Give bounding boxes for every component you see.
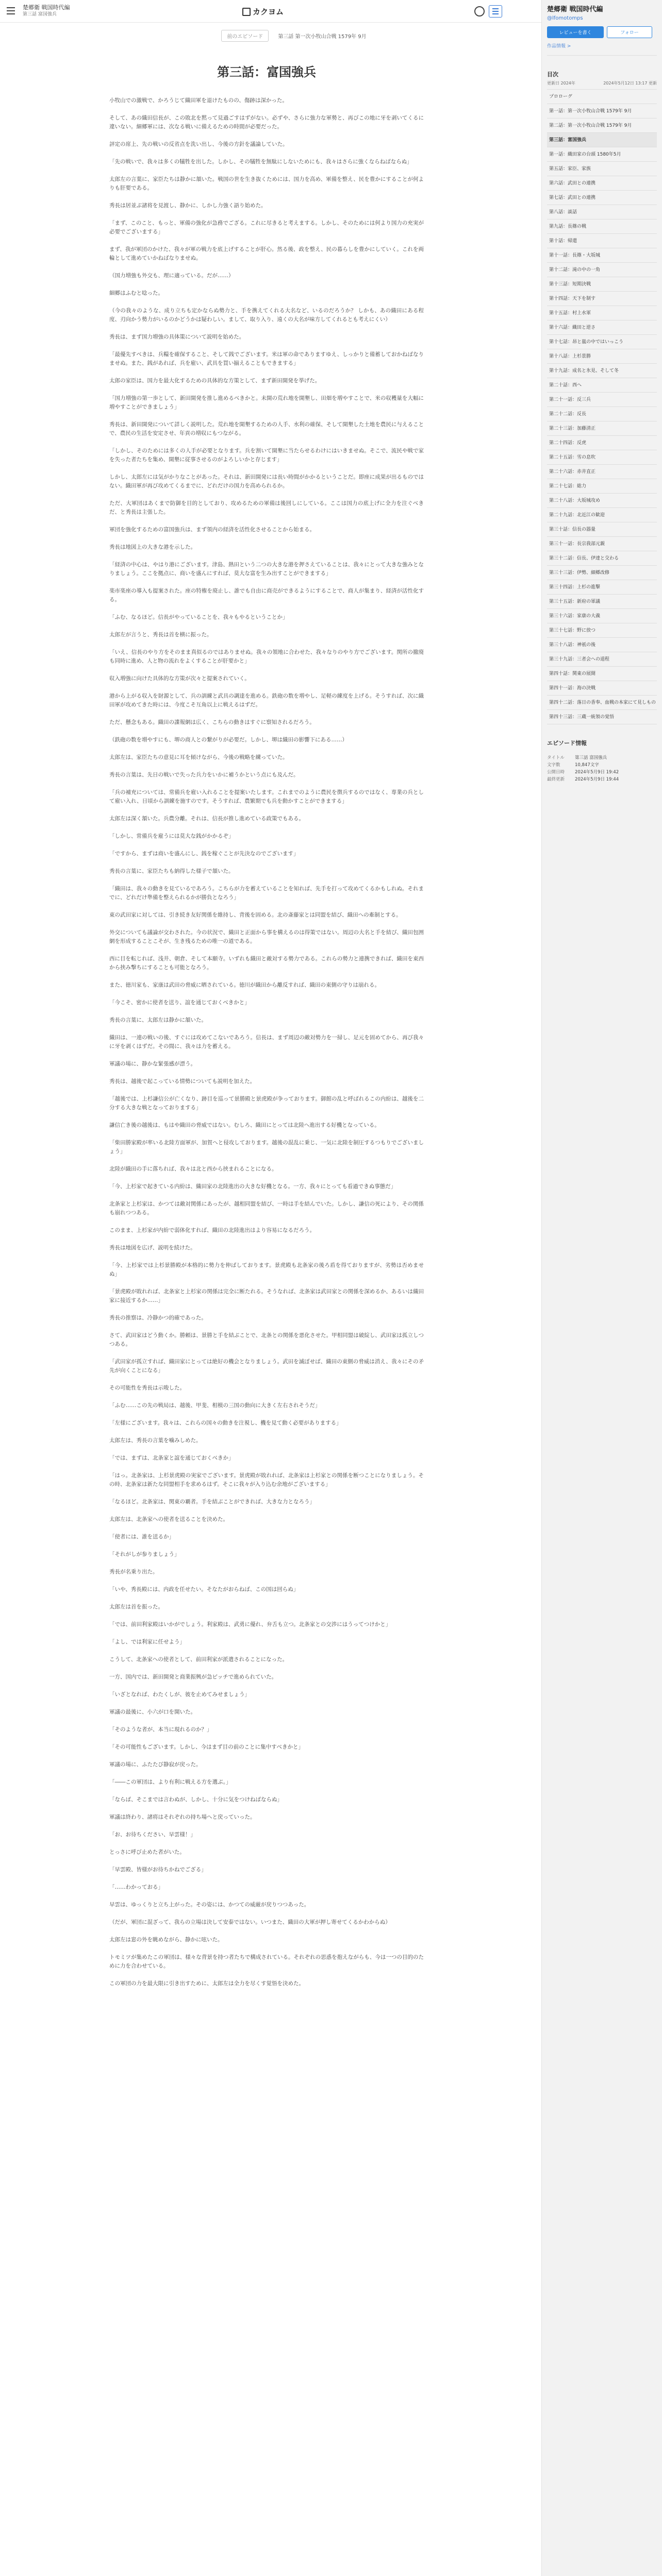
episode-item[interactable]: 第二十三話：加藤清正 bbox=[547, 421, 657, 436]
paragraph: 「織田は、我々の動きを見ているであろう。こちらが力を蓄えていることを知れば、先手を打って攻めてくるかもしれぬ。それまでに、どれだけ準備を整えられるかが勝負となろう」 bbox=[109, 886, 424, 901]
paragraph: 「最優先すべきは、兵糧を確保すること、そして銭でございます。米は軍の命でありますゆえ、しっかりと備蓄しておかねばなりませぬ。また、銭があれば、兵を雇い、武具を買い揃えることもできまする」 bbox=[109, 351, 424, 366]
paragraph: 秀長は、新田開発について詳しく説明した。荒れ地を開墾するための人手、水利の確保、そして開墾した土地を農民に与えることで、農民の生活を安定させ、年貢の増収にもつながる。 bbox=[109, 421, 424, 436]
paragraph: こうして、北条家への使者として、前田利家が派遣されることになった。 bbox=[109, 1656, 288, 1663]
paragraph: 秀長が名乗り出た。 bbox=[109, 1569, 158, 1575]
episode-item[interactable]: 第二十四話：反虎 bbox=[547, 436, 657, 450]
info-row bbox=[547, 754, 657, 761]
paragraph: 早雲は、ゆっくりと立ち上がった。その姿には、かつての威厳が戻りつつあった。 bbox=[109, 1902, 310, 1908]
paragraph: さて、武田家はどう動くか。勝頼は、景勝と手を結ぶことで、北条との関係を悪化させた。甲相同盟は破綻し、武田家は孤立しつつある。 bbox=[109, 1332, 424, 1347]
paragraph: 東の武田家に対しては、引き続き友好関係を維持し、背後を固める。北の斎藤家とは同盟を結び、織田への牽制とする。 bbox=[109, 912, 402, 918]
episode-item[interactable]: 第一話：織田家の台頭 1580年5月 bbox=[547, 147, 657, 162]
paragraph: 織田は、一連の戦いの後、すぐには攻めてこないであろう。信長は、まず周辺の敵対勢力を一掃し、足元を固めてから、再び我々に牙を剥くはずだ。その間に、我々は力を蓄える。 bbox=[109, 1035, 424, 1049]
paragraph: 評定の席上、先の戦いの反省点を洗い出し、今後の方針を議論していた。 bbox=[109, 141, 288, 147]
episode-item[interactable]: 第二話：第一次小牧山合戦 1579年 9月 bbox=[547, 118, 657, 133]
paragraph: 「武田家が孤立すれば、織田家にとっては絶好の機会となりましょう。武田を滅ぼせば、織田の東側の脅威は消え、我々にその矛先が向くことになる」 bbox=[109, 1359, 424, 1374]
sidebar-buttons bbox=[547, 26, 657, 38]
episode-item[interactable]: 第二十話：西へ bbox=[547, 378, 657, 393]
episode-item[interactable]: 第十五話：村上水軍 bbox=[547, 306, 657, 320]
episode-item[interactable]: 第十八話：上杉景勝 bbox=[547, 349, 657, 364]
episode-item[interactable]: 第七話：武田との連携 bbox=[547, 191, 657, 205]
sidebar-work-title[interactable]: 楚郷衛 戦国時代編 bbox=[547, 6, 603, 13]
paragraph: 太郎左の言葉に、家臣たちは静かに頷いた。戦国の世を生き抜くためには、国力を高め、軍備を整え、民を豊かにすることが何よりも肝要である。 bbox=[109, 176, 424, 191]
paragraph: 「国力増強の第一歩として、新田開発を推し進めるべきかと。未開の荒れ地を開墾し、田畑を増やすことで、米の収穫量を大幅に増やすことができましょう」 bbox=[109, 395, 424, 410]
toc-toggle-button[interactable] bbox=[489, 5, 502, 18]
write-review-button[interactable]: レビューを書く bbox=[547, 26, 604, 38]
episode-item[interactable]: 第一話：第一次小牧山合戦 1579年 9月 bbox=[547, 104, 657, 118]
paragraph: 太郎左は窓の外を眺めながら、静かに呟いた。 bbox=[109, 1937, 223, 1943]
paragraph: 「では、まずは、北条家と誼を通じておくべきか」 bbox=[109, 1455, 234, 1461]
paragraph: 「ならば、そこまでは言わぬが、しかし、十分に気をつけねばならぬ」 bbox=[109, 1797, 283, 1803]
current-episode-label: 第三話 第一次小牧山合戦 1579年 9月 bbox=[278, 33, 367, 40]
episode-item[interactable]: 第十話：帰還 bbox=[547, 234, 657, 248]
gear-icon[interactable] bbox=[474, 6, 485, 16]
paragraph: 軍議の最後に、小六が口を開いた。 bbox=[109, 1709, 196, 1715]
paragraph: 北陸が織田の手に落ちれば、我々は北と西から挟まれることになる。 bbox=[109, 1166, 277, 1172]
paragraph: ただ、懸念もある。織田の諜報網は広く、こちらの動きはすぐに察知されるだろう。 bbox=[109, 719, 315, 725]
episode-item[interactable]: 第三十九話：三者会ヘの道程 bbox=[547, 652, 657, 667]
paragraph: このまま、上杉家が内紛で弱体化すれば、織田の北陸進出はより容易になるだろう。 bbox=[109, 1227, 315, 1233]
toc-heading: 目次 bbox=[547, 71, 558, 78]
paragraph: 「早雲殿、皆様がお待ちかねでござる」 bbox=[109, 1867, 207, 1873]
episode-subtitle: 第三話 富国強兵 bbox=[23, 12, 57, 17]
episode-item[interactable]: 第二十一話：反三兵 bbox=[547, 393, 657, 407]
episode-item[interactable]: 第五話：家臣、家族 bbox=[547, 162, 657, 176]
episode-item[interactable]: 第二十八話：大坂城攻め bbox=[547, 494, 657, 508]
info-row bbox=[547, 769, 657, 776]
episode-item[interactable]: プロローグ bbox=[547, 90, 657, 104]
paragraph: 「越後では、上杉謙信公が亡くなり、跡目を巡って景勝殿と景虎殿が争っております。御館の乱と呼ばれるこの内紛は、越後を二分する大きな戦となっておりまする」 bbox=[109, 1096, 424, 1111]
chapter-title: 第三話：富国強兵 bbox=[217, 64, 316, 79]
paragraph-list bbox=[109, 96, 424, 1988]
paragraph: 「ふむ、なるほど。信長がやっていることを、我々もやるということか」 bbox=[109, 614, 288, 620]
paragraph: 軍団を強化するための富国強兵は、まず領内の経済を活性化させることから始まる。 bbox=[109, 527, 315, 533]
book-icon bbox=[242, 8, 251, 16]
paragraph: 軍議の場に、静かな緊張感が漂う。 bbox=[109, 1061, 196, 1067]
paragraph: 軍議は終わり、諸将はそれぞれの持ち場へと戻っていった。 bbox=[109, 1814, 256, 1820]
paragraph: とっさに呼び止めた者がいた。 bbox=[109, 1849, 185, 1855]
paragraph: 太郎の家臣は、国力を最大化するための具体的な方策として、まず新田開発を挙げた。 bbox=[109, 378, 321, 384]
paragraph: 「今、上杉家では上杉景勝殿が本格的に勢力を伸ばしております。景虎殿も北条家の後ろ盾を得ておりますが、劣勢は否めませぬ」 bbox=[109, 1262, 424, 1277]
paragraph: その可能性を秀長は示唆した。 bbox=[109, 1385, 185, 1391]
paragraph: 太郎左は深く頷いた。兵農分離。それは、信長が推し進めている政策でもある。 bbox=[109, 816, 304, 822]
paragraph: 「先の戦いで、我々は多くの犠牲を出した。しかし、その犠牲を無駄にしないためにも、我々はさらに強くならねばならぬ」 bbox=[109, 159, 412, 165]
episode-item[interactable]: 第二十五話：雪の息吹 bbox=[547, 450, 657, 465]
paragraph: 軍議の場に、ふたたび静寂が戻った。 bbox=[109, 1761, 202, 1768]
episode-item[interactable]: 第九話：長篠の戦 bbox=[547, 219, 657, 234]
sidebar bbox=[541, 0, 662, 2576]
paragraph: しかし、太郎左には気がかりなことがあった。それは、新田開発には長い時間がかかるということだ。即座に成果が出るものではない。織田軍が再び攻めてくるまでに、どれだけの国力を高められるか。 bbox=[109, 474, 424, 489]
episode-item[interactable]: 第三十八話：神祇の後 bbox=[547, 638, 657, 652]
paragraph: （今の我々のような、成り立ちも定かならぬ勢力と、手を携えてくれる大名など、いるのだろうか？ しかも、あの織田にある程度、刃向かう勢力がいるのかどうかは疑わしい。まして、取り入り、遠くの大名が味方してくれるとも考えにくい） bbox=[109, 308, 424, 323]
paragraph: 一方、国内では、新田開発と商業振興が急ピッチで進められていた。 bbox=[109, 1674, 277, 1680]
episode-item[interactable]: 第二十二話：反長 bbox=[547, 407, 657, 421]
paragraph: 謙信亡き後の越後は、もはや織田の脅威ではない。むしろ、織田にとっては北陸へ進出する好機となっている。 bbox=[109, 1122, 380, 1128]
episode-list bbox=[547, 89, 657, 724]
paragraph: 秀長は、越後で起こっている情勢についても説明を加えた。 bbox=[109, 1078, 256, 1084]
episode-item[interactable]: 第三十話：信長の器量 bbox=[547, 522, 657, 537]
paragraph: 「しかし、そのためには多くの人手が必要となります。兵を割いて開墾に当たらせるわけにはいきませぬ。そこで、流民や戦で家を失った者たちを集め、開墾に従事させるのがよろしいかと存じます」 bbox=[109, 448, 424, 463]
episode-item[interactable]: 第四十一話：海の決戦 bbox=[547, 681, 657, 696]
episode-item[interactable]: 第三十六話：家康の大義 bbox=[547, 609, 657, 623]
paragraph: 「いえ、信長のやり方をそのまま真似るのではありませぬ。我々の領地に合わせた、我々なりのやり方でございます。関所の撤廃も同時に進め、人と物の流れをよくすることが肝要かと」 bbox=[109, 649, 424, 664]
episode-nav bbox=[165, 30, 423, 41]
episode-item[interactable]: 第二十九話：北近江の歓迎 bbox=[547, 508, 657, 522]
paragraph: まず、我が軍団のかけた、我々が軍の戦力を底上げすることが肝心。然る後、政を整え、民の暮らしを豊かにしていく。これを両輪として進めていかねばなりませぬ。 bbox=[109, 246, 424, 261]
paragraph: 楽市楽座の導入も提案された。座の特権を廃止し、誰でも自由に商売ができるようにすることで、商人が集まり、経済が活性化する。 bbox=[109, 588, 424, 603]
info-key: タイトル bbox=[547, 755, 565, 760]
prev-episode-button[interactable]: 前のエピソード bbox=[221, 30, 269, 42]
paragraph: （国力増強も外交も、理に適っている。だが……） bbox=[109, 273, 234, 279]
info-row bbox=[547, 761, 657, 769]
paragraph: 秀長の言葉に、家臣たちも納得した様子で頷いた。 bbox=[109, 868, 234, 874]
paragraph: 太郎左は、北条家への使者を送ることを決めた。 bbox=[109, 1516, 228, 1522]
episode-item[interactable]: 第三十七話：野に放つ bbox=[547, 623, 657, 638]
paragraph: 「よし、では利家に任せよう」 bbox=[109, 1639, 185, 1645]
episode-item[interactable]: 第四十話：関東の展開 bbox=[547, 667, 657, 681]
episode-item[interactable]: 第六話：武田との連携 bbox=[547, 176, 657, 191]
episode-item[interactable]: 第三十五話：新府の軍議 bbox=[547, 595, 657, 609]
episode-item[interactable]: 第十六話：織田と逆さ bbox=[547, 320, 657, 335]
paragraph: 「使者には、誰を送るか」 bbox=[109, 1534, 174, 1540]
paragraph: 「ですから、まずは商いを盛んにし、銭を稼ぐことが先決なのでございます」 bbox=[109, 851, 299, 857]
paragraph: 「今、上杉家で起きている内紛は、織田家の北陸進出の大きな好機となる。一方、我々にとっても看過できぬ事態だ」 bbox=[109, 1183, 396, 1190]
episode-item[interactable]: 第十七話：昂と嵐の中ではいっこう bbox=[547, 335, 657, 349]
episode-item[interactable]: 第十四話：天下を制す bbox=[547, 292, 657, 306]
episode-item-current[interactable]: 第三話：富国強兵 bbox=[547, 133, 657, 147]
paragraph: 「そのような者が、本当に現れるのか？」 bbox=[109, 1726, 212, 1733]
paragraph: 「お、お待ちください、早雲様！」 bbox=[109, 1832, 196, 1838]
paragraph: 「今こそ、密かに使者を送り、誼を通じておくべきかと」 bbox=[109, 999, 250, 1006]
list-icon bbox=[492, 8, 499, 9]
menu-icon bbox=[7, 7, 15, 8]
episode-item[interactable]: 第四十二話：落日の香奉、血戦の本家にて見しもの bbox=[547, 696, 657, 710]
paragraph: 小牧山での激戦で、かろうじて織田軍を退けたものの、傷跡は深かった。 bbox=[109, 97, 288, 104]
episode-item[interactable]: 第二十六話：赤井直正 bbox=[547, 465, 657, 479]
paragraph: 西に目を転じれば、浅井、朝倉、そして本願寺。いずれも織田と敵対する勢力である。これらの勢力と連携できれば、織田を東西から挟み撃ちにすることも可能となろう。 bbox=[109, 956, 424, 971]
paragraph: 秀長の言葉は、先日の戦いで失った兵力をいかに補うかという点にも及んだ。 bbox=[109, 772, 299, 778]
toc-meta bbox=[547, 80, 657, 86]
paragraph: 細郷はふむと唸った。 bbox=[109, 290, 163, 296]
paragraph: 太郎左が言うと、秀長は首を横に振った。 bbox=[109, 632, 212, 638]
paragraph: 収入増強に向けた具体的な方策が次々と提案されていく。 bbox=[109, 675, 250, 682]
paragraph: 「はっ。北条家は、上杉景虎殿の実家でございます。景虎殿が敗れれば、北条家は上杉家との関係を断つことになりましょう。その時、北条家は新たな同盟相手を求めるはず。そこに我々が入り込む余地がございまする」 bbox=[109, 1472, 424, 1487]
paragraph: 「いざとなれば、わたくしが、彼を止めてみせましょう」 bbox=[109, 1691, 250, 1698]
episode-item[interactable]: 第十三話：短期決戦 bbox=[547, 277, 657, 292]
paragraph: 太郎左は、秀長の言葉を噛みしめた。 bbox=[109, 1437, 202, 1444]
author-link[interactable]: @lfomotomps bbox=[547, 15, 583, 21]
episode-item[interactable]: 第三十二話：信長、伊達と交わる bbox=[547, 551, 657, 566]
divider bbox=[547, 55, 657, 56]
episode-info-heading: エピソード情報 bbox=[547, 740, 587, 747]
follow-button[interactable]: フォロー bbox=[607, 26, 652, 38]
site-logo[interactable] bbox=[242, 6, 284, 17]
paragraph: 秀長は、まず国力増強の具体策について説明を始めた。 bbox=[109, 334, 245, 340]
episode-item[interactable]: 第八話：談話 bbox=[547, 205, 657, 219]
paragraph: 「いや、秀長殿には、内政を任せたい。そなたがおらねば、この国は回らぬ」 bbox=[109, 1586, 299, 1592]
paragraph: 「まず、このこと、もっと、軍備の強化が急務でござる。これに尽きると考えまする。しかし、そのためには何より国力の充実が必要でございまする」 bbox=[109, 220, 424, 235]
paragraph: 「では、前田利家殿はいかがでしょう。利家殿は、武勇に優れ、弁舌も立つ。北条家との交渉にはうってつけかと」 bbox=[109, 1621, 391, 1628]
episode-item[interactable]: 第三十三話：伊勢、細郷改修 bbox=[547, 566, 657, 580]
info-value: 10,847文字 bbox=[575, 762, 599, 768]
paragraph: 「――この軍団は、より有利に戦える方を選ぶ。」 bbox=[109, 1779, 231, 1785]
paragraph: （鉄砲の数を増やすにも、堺の商人との繋がりが必要だ。しかし、堺は織田の影響下にある……） bbox=[109, 737, 347, 743]
paragraph: 北条家と上杉家は、かつては敵対関係にあったが、越相同盟を結び、一時は手を結んでいた。しかし、謙信の死により、その関係も崩れつつある。 bbox=[109, 1201, 424, 1216]
logo-text: カクヨム bbox=[253, 7, 284, 16]
paragraph: 秀長は居並ぶ諸将を見渡し、静かに、しかし力強く語り始めた。 bbox=[109, 202, 267, 209]
paragraph: 太郎左は首を振った。 bbox=[109, 1604, 163, 1610]
episode-item[interactable]: 第十九話：成名と氷見、そして冬 bbox=[547, 364, 657, 378]
paragraph: 「左様にございます。我々は、これらの国々の動きを注視し、機を見て動く必要がありまする」 bbox=[109, 1420, 342, 1426]
paragraph: （だが、軍団に混ざって、我らの立場は決して安泰ではない。いつまた、織田の大軍が押し寄せてくるかわからぬ） bbox=[109, 1919, 391, 1925]
paragraph: 秀長の推察は、冷静かつ的確であった。 bbox=[109, 1315, 207, 1321]
paragraph: ただ、大軍団はあくまで防御を目的としており、攻めるための軍備は後回しにしている。ここは国力の底上げに全力を注ぐべきだ、と秀長は主張した。 bbox=[109, 500, 424, 515]
work-title[interactable]: 楚郷衛 戦国時代編 bbox=[23, 4, 70, 11]
info-key: 公開日時 bbox=[547, 770, 565, 775]
paragraph: 「なるほど。北条家は、関東の覇者。手を結ぶことができれば、大きな力となろう」 bbox=[109, 1499, 315, 1505]
header-titles bbox=[23, 4, 70, 18]
paragraph: また、徳川家も、家康は武田の脅威に晒されている。徳川が織田から離反すれば、織田の東側の守りは崩れる。 bbox=[109, 982, 380, 988]
toc-meta-left: 更新日 2024年 bbox=[547, 81, 575, 86]
paragraph: 「兵の補充については、常備兵を雇い入れることを提案いたします。これまでのように農民を徴兵するのではなく、専業の兵として雇い入れ、日頃から訓練を施すのです。そうすれば、農繁期でも兵を動かすことができまする」 bbox=[109, 789, 424, 804]
paragraph: 港から上がる収入を財源として、兵の訓練と武具の調達を進める。鉄砲の数を増やし、足軽の練度を上げる。そうすれば、次に織田軍が攻めてきた時には、今度こそ互角以上に戦えるはずだ。 bbox=[109, 693, 424, 708]
paragraph: 秀長は地図を広げ、説明を続けた。 bbox=[109, 1245, 196, 1251]
work-info-link[interactable]: 作品情報 > bbox=[547, 44, 571, 49]
paragraph: 秀長の言葉に、太郎左は静かに頷いた。 bbox=[109, 1017, 207, 1023]
info-key: 文字数 bbox=[547, 762, 560, 768]
paragraph: 「柴田勝家殿が率いる北陸方面軍が、加賀へと侵攻しております。越後の混乱に乗じ、一気に北陸を制圧するつもりでございましょう」 bbox=[109, 1140, 424, 1155]
paragraph: 「……わかっておる」 bbox=[109, 1884, 163, 1890]
episode-item[interactable]: 第十二話：滝の中の一角 bbox=[547, 263, 657, 277]
info-row bbox=[547, 776, 657, 783]
paragraph: 「景虎殿が敗れれば、北条家と上杉家の関係は完全に断たれる。そうなれば、北条家は武田家との関係を深めるか、あるいは織田家に接近するか……」 bbox=[109, 1289, 424, 1303]
menu-button[interactable] bbox=[3, 3, 19, 19]
episode-info bbox=[547, 754, 657, 783]
paragraph: 「ふむ……この先の戦局は、越後、甲斐、相模の三国の動向に大きく左右されそうだ」 bbox=[109, 1402, 321, 1409]
episode-item[interactable]: 第三十四話：上杉の進撃 bbox=[547, 580, 657, 595]
paragraph: 太郎左は、家臣たちの意見に耳を傾けながら、今後の戦略を練っていた。 bbox=[109, 754, 288, 760]
episode-item[interactable]: 第三十一話：長宗我部元親 bbox=[547, 537, 657, 551]
paragraph: この軍団の力を最大限に引き出すために、太郎左は全力を尽くす覚悟を決めた。 bbox=[109, 1980, 304, 1987]
episode-item[interactable]: 第十一話：長篠・大坂城 bbox=[547, 248, 657, 263]
info-value: 2024年5月9日 19:42 bbox=[575, 770, 619, 775]
info-value: 第三話 富国強兵 bbox=[575, 755, 607, 760]
paragraph: 外交についても議論が交わされた。今の状況で、織田と正面から事を構えるのは得策ではない。周辺の大名と手を結び、織田包囲網を形成することこそが、生き残るための唯一の道である。 bbox=[109, 929, 424, 944]
info-value: 2024年5月9日 19:44 bbox=[575, 777, 619, 782]
episode-item[interactable]: 第四十三話：三蔵一統領の覚悟 bbox=[547, 710, 657, 724]
info-key: 最終更新 bbox=[547, 777, 565, 782]
episode-item[interactable]: 第二十七話：総力 bbox=[547, 479, 657, 494]
paragraph: トモミツが集めたこの軍団は、様々な背景を持つ者たちで構成されている。それぞれの思惑を抱えながらも、今は一つの目的のために力を合わせている。 bbox=[109, 1954, 424, 1969]
paragraph: そして、あの織田信長が、この敗北を黙って見過ごすはずがない。必ずや、さらに強力な軍勢と、再びこの地に牙を剥いてくるに違いない。細郷軍には、次なる戦いに備えるための時間が必要だった。 bbox=[109, 115, 424, 130]
paragraph: 「経済の中心は、やはり港にございます。津島、熱田という二つの大きな港を押さえていることは、我々にとって大きな強みとなりましょう。ここを拠点に、商いを盛んにすれば、莫大な富を生み出すことができまする」 bbox=[109, 562, 424, 577]
toc-meta-right: 2024年5月12日 13:17 更新 bbox=[603, 81, 657, 86]
paragraph: 「しかし、常備兵を雇うには莫大な銭がかかるぞ」 bbox=[109, 833, 234, 839]
paragraph: 秀長は地図上の大きな港を示した。 bbox=[109, 544, 196, 550]
paragraph: 「それがしが参りましょう」 bbox=[109, 1551, 180, 1557]
episode-body bbox=[109, 62, 424, 2576]
paragraph: 「その可能性もございます。しかし、今はまず目の前のことに集中すべきかと」 bbox=[109, 1744, 304, 1750]
